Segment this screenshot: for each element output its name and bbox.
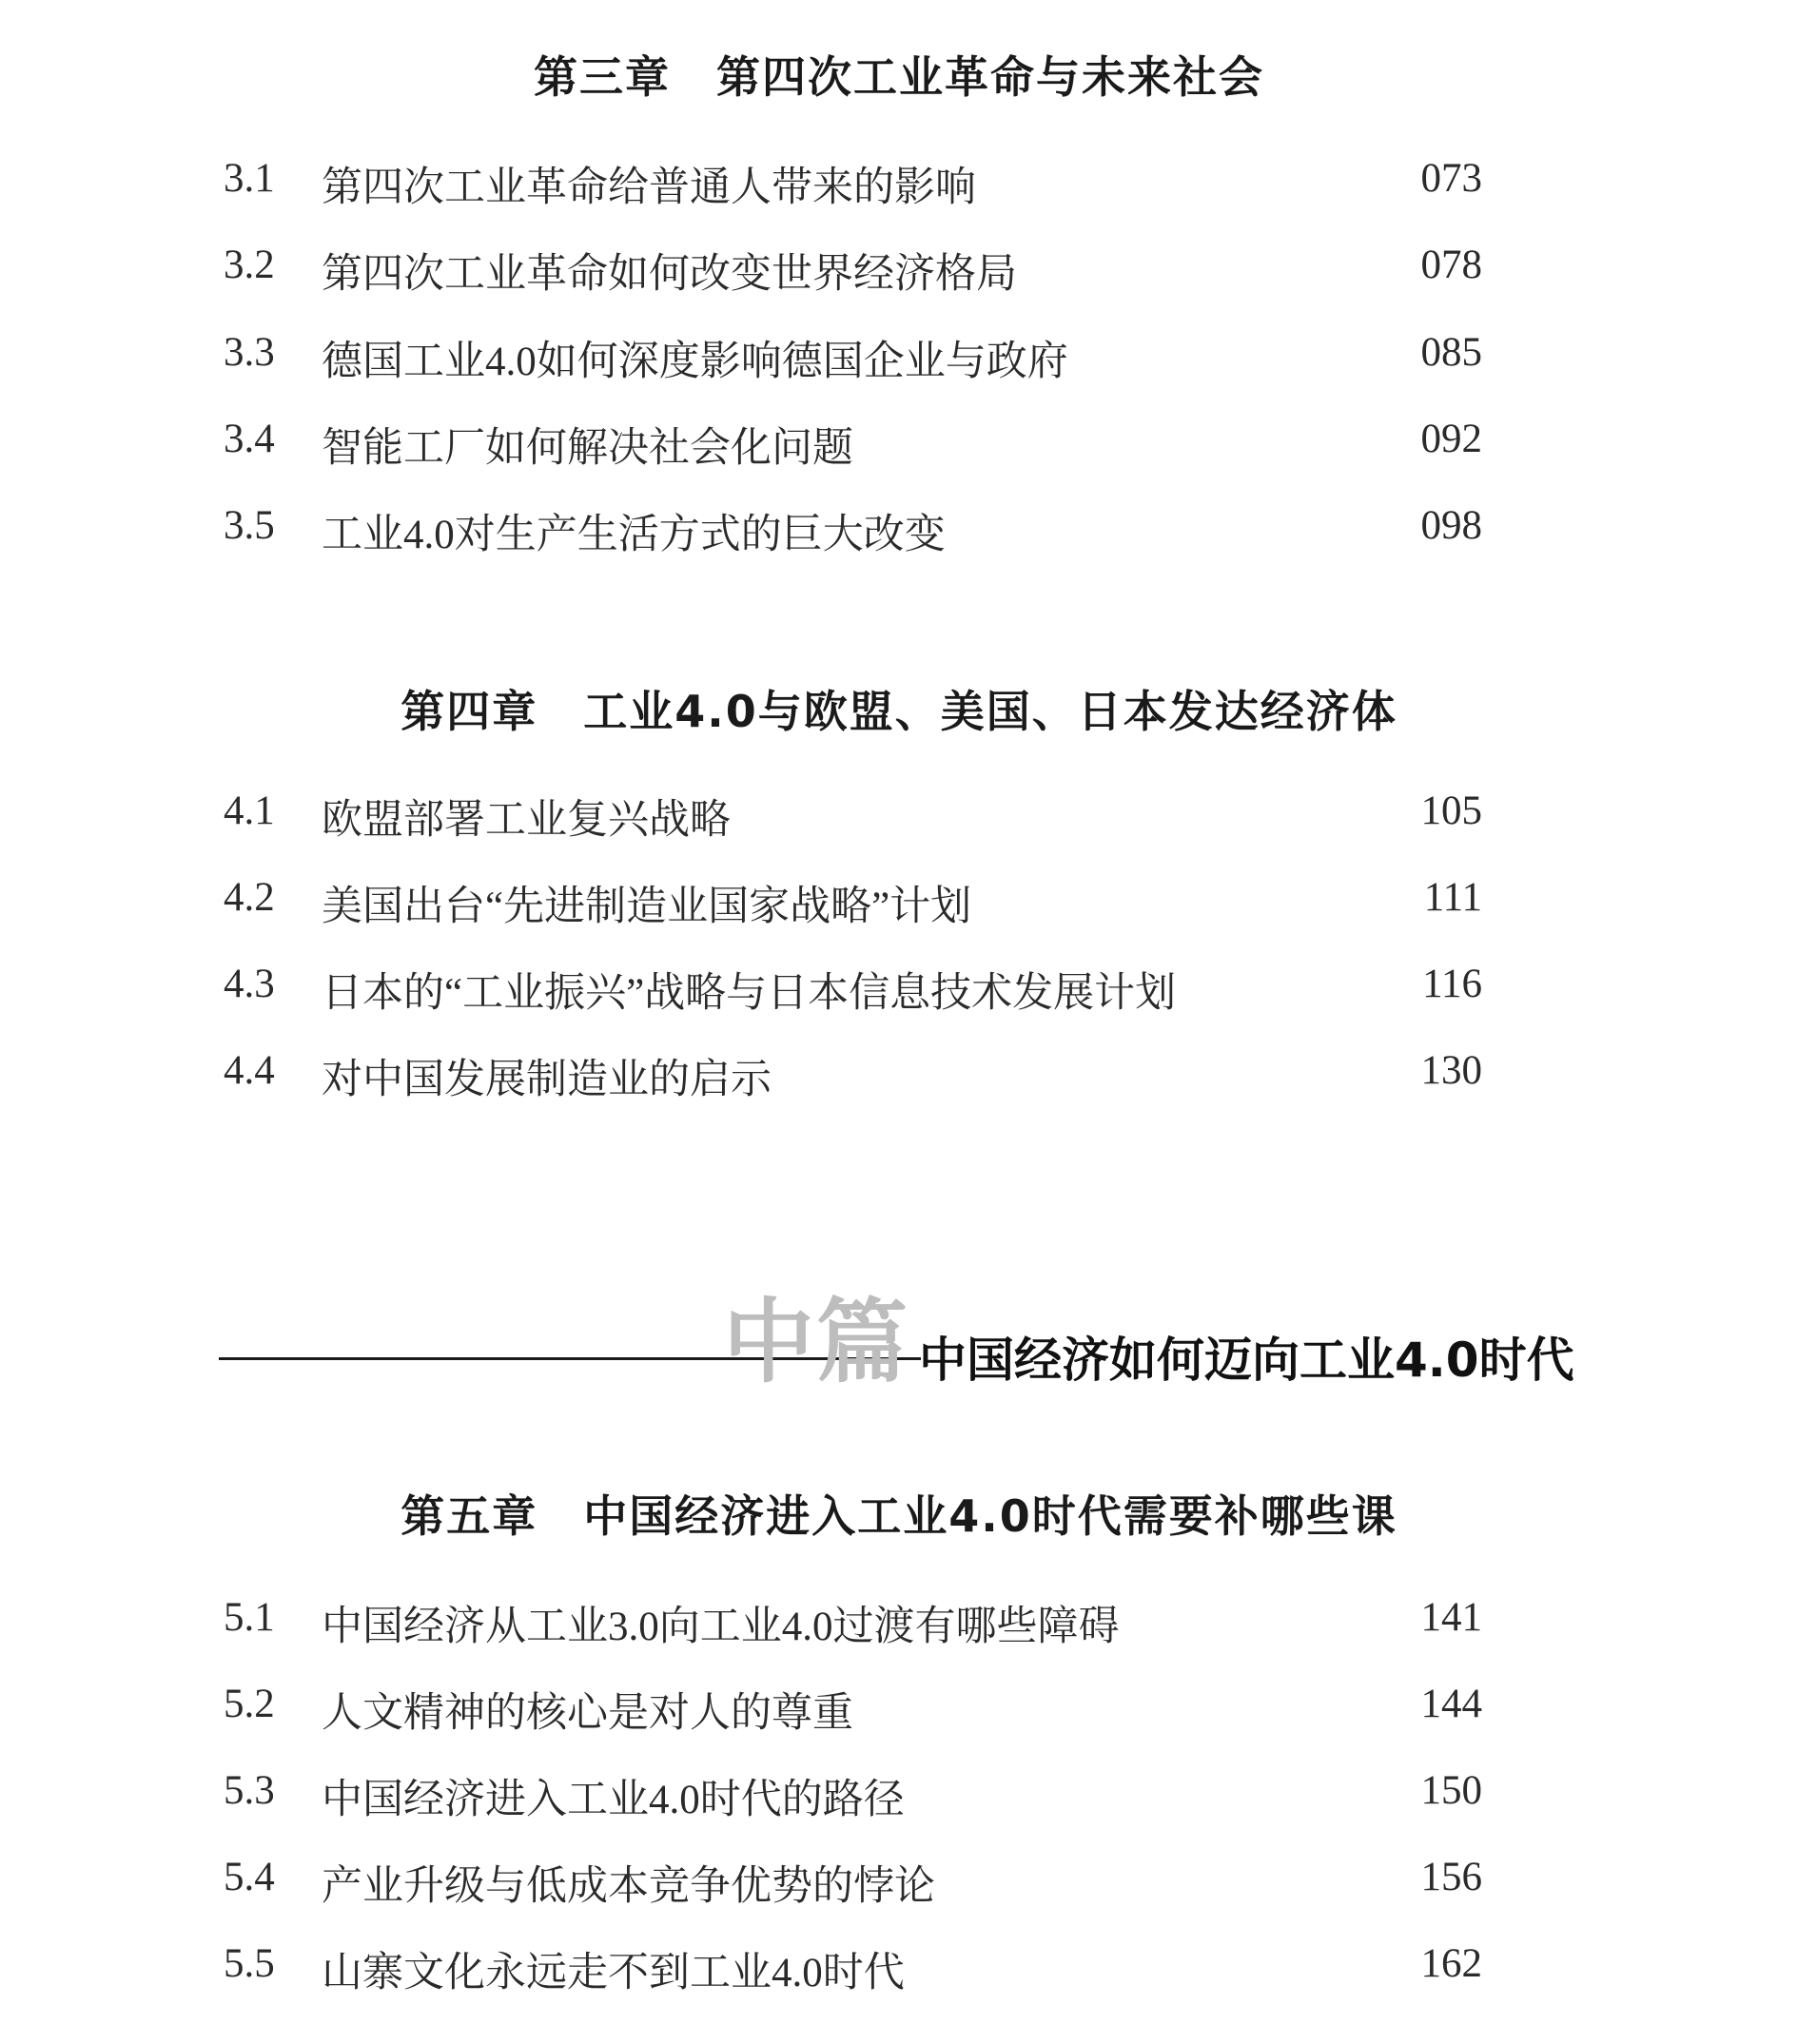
part-label: 中篇 — [723, 1289, 909, 1395]
section-number: 3.1 — [224, 156, 275, 201]
section-number: 5.2 — [224, 1682, 275, 1726]
section-title: 产业升级与低成本竞争优势的悖论 — [322, 1864, 935, 1909]
section-title: 德国工业4.0如何深度影响德国企业与政府 — [322, 340, 1068, 384]
page-number: 085 — [1420, 330, 1482, 375]
section-number: 3.5 — [224, 503, 275, 548]
toc-entry[interactable] — [224, 1681, 1484, 1738]
section-title: 工业4.0对生产生活方式的巨大改变 — [322, 513, 946, 557]
section-number: 5.5 — [224, 1941, 275, 1986]
section-title: 中国经济进入工业4.0时代的路径 — [322, 1778, 905, 1822]
section-number: 5.3 — [224, 1768, 275, 1813]
part-divider — [219, 1279, 1589, 1422]
section-number: 4.2 — [224, 875, 275, 920]
page-number: 150 — [1420, 1768, 1482, 1813]
page-number: 073 — [1420, 156, 1482, 201]
section-number: 3.3 — [224, 330, 275, 375]
toc-entry[interactable] — [224, 1047, 1484, 1104]
page-number: 078 — [1420, 243, 1482, 287]
section-title: 第四次工业革命给普通人带来的影响 — [322, 165, 976, 210]
toc-entry[interactable] — [224, 502, 1484, 559]
section-title: 美国出台“先进制造业国家战略”计划 — [322, 885, 972, 929]
section-number: 3.2 — [224, 243, 275, 287]
section-title: 第四次工业革命如何改变世界经济格局 — [322, 252, 1017, 297]
part-title: 中国经济如何迈向工业4.0时代 — [919, 1333, 1574, 1388]
section-number: 4.3 — [224, 962, 275, 1006]
section-title: 日本的“工业振兴”战略与日本信息技术发展计划 — [322, 971, 1177, 1016]
section-title: 对中国发展制造业的启示 — [322, 1058, 772, 1102]
toc-entry[interactable] — [224, 1594, 1484, 1651]
chapter-3-title: 第三章 第四次工业革命与未来社会 — [534, 51, 1264, 103]
page-number: 105 — [1420, 788, 1482, 833]
page-number: 098 — [1420, 503, 1482, 548]
toc-entry[interactable] — [224, 874, 1484, 931]
page-number: 162 — [1420, 1941, 1482, 1986]
toc-entry[interactable] — [224, 242, 1484, 299]
section-number: 4.4 — [224, 1048, 275, 1093]
page-number: 111 — [1423, 875, 1482, 920]
toc-entry[interactable] — [224, 155, 1484, 212]
section-title: 山寨文化永远走不到工业4.0时代 — [322, 1951, 905, 1995]
toc-entry[interactable] — [224, 1767, 1484, 1824]
toc-entry[interactable] — [224, 788, 1484, 845]
section-number: 5.1 — [224, 1595, 275, 1640]
page-number: 130 — [1420, 1048, 1482, 1093]
section-number: 3.4 — [224, 417, 275, 461]
chapter-5-title: 第五章 中国经济进入工业4.0时代需要补哪些课 — [401, 1490, 1397, 1542]
section-title: 中国经济从工业3.0向工业4.0过渡有哪些障碍 — [322, 1605, 1120, 1649]
toc-entry[interactable] — [224, 416, 1484, 473]
page-number: 141 — [1420, 1595, 1482, 1640]
toc-entry[interactable] — [224, 1854, 1484, 1911]
page-number: 144 — [1420, 1682, 1482, 1726]
section-title: 欧盟部署工业复兴战略 — [322, 798, 731, 843]
toc-entry[interactable] — [224, 329, 1484, 386]
toc-entry[interactable] — [224, 1940, 1484, 1997]
page-number: 116 — [1422, 962, 1482, 1006]
section-title: 人文精神的核心是对人的尊重 — [322, 1691, 853, 1736]
page-number: 156 — [1420, 1855, 1482, 1899]
toc-entry[interactable] — [224, 961, 1484, 1018]
section-number: 5.4 — [224, 1855, 275, 1899]
section-number: 4.1 — [224, 788, 275, 833]
page-number: 092 — [1420, 417, 1482, 461]
section-title: 智能工厂如何解决社会化问题 — [322, 426, 853, 471]
chapter-4-title: 第四章 工业4.0与欧盟、美国、日本发达经济体 — [401, 686, 1397, 737]
